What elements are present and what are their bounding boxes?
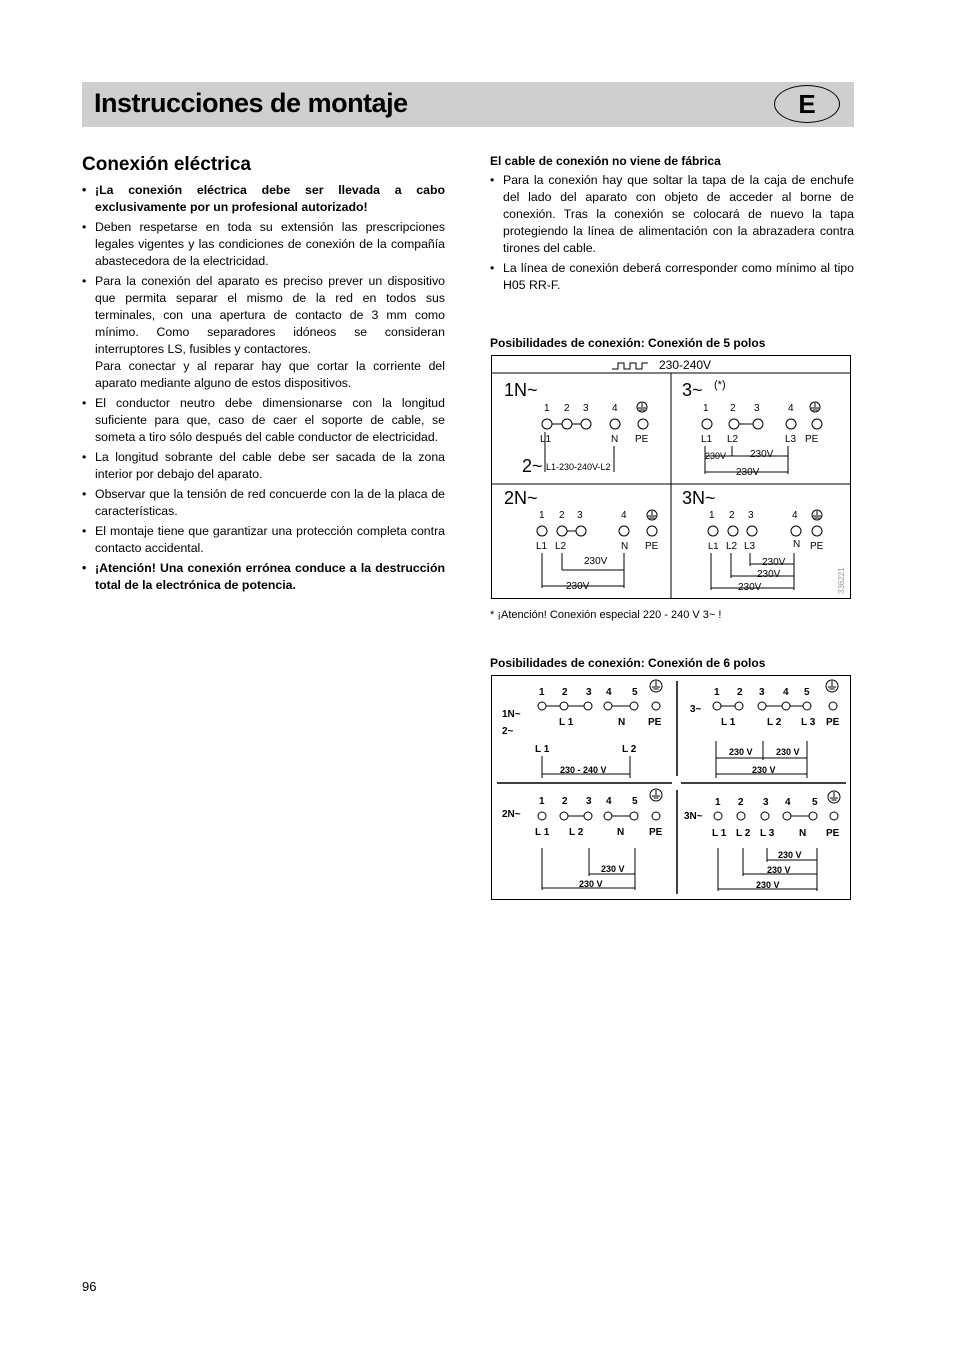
list-item: • El montaje tiene que garantizar una protección completa contra contacto accidental.	[82, 523, 445, 557]
voltage-range-label: 230-240V	[659, 358, 712, 372]
terminal-label-pe: PE	[635, 434, 649, 445]
terminal-number: 1	[544, 403, 550, 414]
terminal-number: 2	[559, 510, 565, 521]
terminal-label-pe: PE	[648, 717, 662, 728]
terminal-label-l1: L1	[701, 434, 713, 445]
terminal-label-l3: L3	[744, 541, 756, 552]
instructions-list	[82, 182, 445, 594]
terminal-label-l2: L 2	[622, 744, 637, 755]
terminal-number: 1	[539, 796, 545, 807]
five-pole-heading: Posibilidades de conexión: Conexión de 5 polos	[490, 336, 766, 350]
mode-1n-label: 1N~	[502, 709, 521, 720]
voltage-label: 230 V	[729, 747, 753, 757]
terminal-label-n: N	[618, 717, 626, 728]
voltage-label: 230V	[757, 569, 781, 580]
terminal-label-l2: L2	[726, 541, 738, 552]
terminal-number: 2	[564, 403, 570, 414]
terminal-label-l1: L 1	[535, 744, 550, 755]
figure-code: 336221	[837, 567, 846, 594]
terminal-number: 2	[562, 687, 568, 698]
terminal-label-n: N	[611, 434, 619, 445]
terminal-number: 3	[759, 687, 765, 698]
terminal-number: 1	[714, 687, 720, 698]
terminal-label-l3: L 3	[760, 828, 775, 839]
mode-1n-label: 1N~	[504, 380, 538, 400]
list-item-text: Para conectar y al reparar hay que cortar la corriente del aparato mediante alguno de estos dispositivos.	[95, 359, 445, 390]
voltage-label: 230V	[566, 581, 590, 592]
terminal-label-l1: L 1	[559, 717, 574, 728]
voltage-label: 230 V	[776, 747, 800, 757]
terminal-label-l2: L 2	[767, 717, 782, 728]
terminal-number: 1	[703, 403, 709, 414]
terminal-number: 4	[788, 403, 794, 414]
terminal-label-l2: L2	[555, 541, 567, 552]
six-pole-heading: Posibilidades de conexión: Conexión de 6 polos	[490, 656, 766, 670]
voltage-label: 230V	[738, 582, 762, 593]
span-label: 230 - 240 V	[560, 765, 607, 775]
terminal-number: 4	[606, 796, 612, 807]
terminal-label-pe: PE	[810, 541, 824, 552]
terminal-label-n: N	[793, 539, 801, 550]
terminal-label-l2: L2	[727, 434, 739, 445]
terminal-label-l1: L1	[708, 541, 719, 552]
span-label: L1-230-240V-L2	[546, 462, 611, 472]
terminal-label-pe: PE	[649, 827, 663, 838]
terminal-number: 4	[606, 687, 612, 698]
voltage-label: 230 V	[767, 865, 791, 875]
list-item: • Deben respetarse en toda su extensión las prescripciones legales vigentes y las condiciones de conexión de la compañía abastecedora de la electricidad.	[82, 219, 445, 270]
terminal-label-pe: PE	[826, 828, 840, 839]
voltage-label: 230V	[705, 451, 727, 461]
terminal-number: 3	[763, 797, 769, 808]
terminal-number: 4	[792, 510, 798, 521]
list-item: • Para la conexión hay que soltar la tapa de la caja de enchufe del lado del aparato con objeto de acceder al borne de conexión. Tras la conexión se colocará de nuevo la tapa protegiendo la línea de alimentación con la abrazadera contra tirones del cable.	[490, 172, 854, 257]
list-item-text: Para la conexión del aparato es preciso prever un dispositivo que permita separar el mismo de la red en todos sus terminales, con una apertura de contacto de 3 mm como mínimo. Como separadores idóneos se consideran interruptores LS, fusibles y contactores.	[95, 274, 445, 356]
terminal-number: 3	[577, 510, 583, 521]
page-number: 96	[82, 1279, 97, 1294]
terminal-label-l1: L1	[540, 434, 552, 445]
terminal-label-n: N	[617, 827, 625, 838]
terminal-label-l1: L 1	[721, 717, 736, 728]
terminal-label-pe: PE	[645, 541, 659, 552]
terminal-label-l1: L 1	[712, 828, 727, 839]
six-pole-diagram	[491, 675, 851, 900]
mode-3-label: 3~	[682, 380, 703, 400]
terminal-number: 3	[583, 403, 589, 414]
page-header	[82, 82, 854, 127]
terminal-label-l3: L3	[785, 434, 797, 445]
terminal-number: 2	[738, 797, 744, 808]
terminal-number: 3	[748, 510, 754, 521]
terminal-number: 5	[632, 796, 638, 807]
left-column	[82, 154, 445, 597]
terminal-number: 2	[730, 403, 736, 414]
list-item: • ¡La conexión eléctrica debe ser llevada a cabo exclusivamente por un profesional autorizado!	[82, 182, 445, 216]
voltage-label: 230 V	[579, 879, 603, 889]
terminal-number: 2	[737, 687, 743, 698]
five-pole-diagram	[491, 355, 851, 599]
voltage-label: 230 V	[778, 850, 802, 860]
terminal-label-n: N	[621, 541, 629, 552]
terminal-label-l3: L 3	[801, 717, 816, 728]
terminal-number: 2	[729, 510, 735, 521]
voltage-label: 230 V	[752, 765, 776, 775]
terminal-number: 1	[539, 687, 545, 698]
section-heading: Conexión eléctrica	[82, 154, 251, 175]
voltage-label: 230V	[584, 556, 608, 567]
list-item: • La línea de conexión deberá corresponder como mínimo al tipo H05 RR-F.	[490, 260, 854, 294]
mode-3-label: 3~	[690, 704, 702, 715]
list-item: • La longitud sobrante del cable debe ser sacada de la zona interior por debajo del aparato.	[82, 449, 445, 483]
terminal-number: 4	[783, 687, 789, 698]
terminal-number: 3	[754, 403, 760, 414]
voltage-label: 230V	[736, 467, 760, 478]
terminal-number: 1	[709, 510, 715, 521]
special-marker: (*)	[714, 379, 726, 391]
terminal-number: 4	[785, 797, 791, 808]
right-column	[490, 154, 854, 297]
terminal-label-l2: L 2	[736, 828, 751, 839]
terminal-number: 3	[586, 687, 592, 698]
terminal-number: 5	[812, 797, 818, 808]
terminal-number: 5	[632, 687, 638, 698]
terminal-number: 4	[612, 403, 618, 414]
special-connection-note: * ¡Atención! Conexión especial 220 - 240 V 3~ !	[490, 609, 722, 621]
terminal-number: 1	[539, 510, 545, 521]
voltage-label: 230V	[750, 449, 774, 460]
page-title: Instrucciones de montaje	[94, 88, 408, 118]
terminal-number: 3	[586, 796, 592, 807]
list-item: • El conductor neutro debe dimensionarse con la longitud suficiente para que, caso de caer el soporte de cable, se someta a tiro sólo después del cable conductor de electricidad.	[82, 395, 445, 446]
voltage-label: 230V	[762, 557, 786, 568]
mode-2-label: 2~	[502, 726, 514, 737]
mode-3n-label: 3N~	[682, 488, 716, 508]
terminal-label-pe: PE	[826, 717, 840, 728]
list-item: • Observar que la tensión de red concuerde con la de la placa de características.	[82, 486, 445, 520]
terminal-label-l1: L1	[536, 541, 548, 552]
terminal-label-pe: PE	[805, 434, 819, 445]
list-item: • ¡Atención! Una conexión errónea conduce a la destrucción total de la electrónica de potencia.	[82, 560, 445, 594]
terminal-number: 4	[621, 510, 627, 521]
mode-3n-label: 3N~	[684, 811, 703, 822]
cable-heading: El cable de conexión no viene de fábrica	[490, 154, 721, 168]
language-badge: E	[774, 85, 840, 123]
voltage-label: 230 V	[756, 880, 780, 890]
terminal-number: 1	[715, 797, 721, 808]
mode-2-label: 2~	[522, 456, 543, 476]
terminal-label-n: N	[799, 828, 807, 839]
terminal-label-l1: L 1	[535, 827, 550, 838]
mode-2n-label: 2N~	[502, 809, 521, 820]
list-item	[82, 273, 445, 392]
voltage-label: 230 V	[601, 864, 625, 874]
terminal-number: 2	[562, 796, 568, 807]
terminal-label-l2: L 2	[569, 827, 584, 838]
mode-2n-label: 2N~	[504, 488, 538, 508]
cable-list	[490, 172, 854, 294]
terminal-number: 5	[804, 687, 810, 698]
